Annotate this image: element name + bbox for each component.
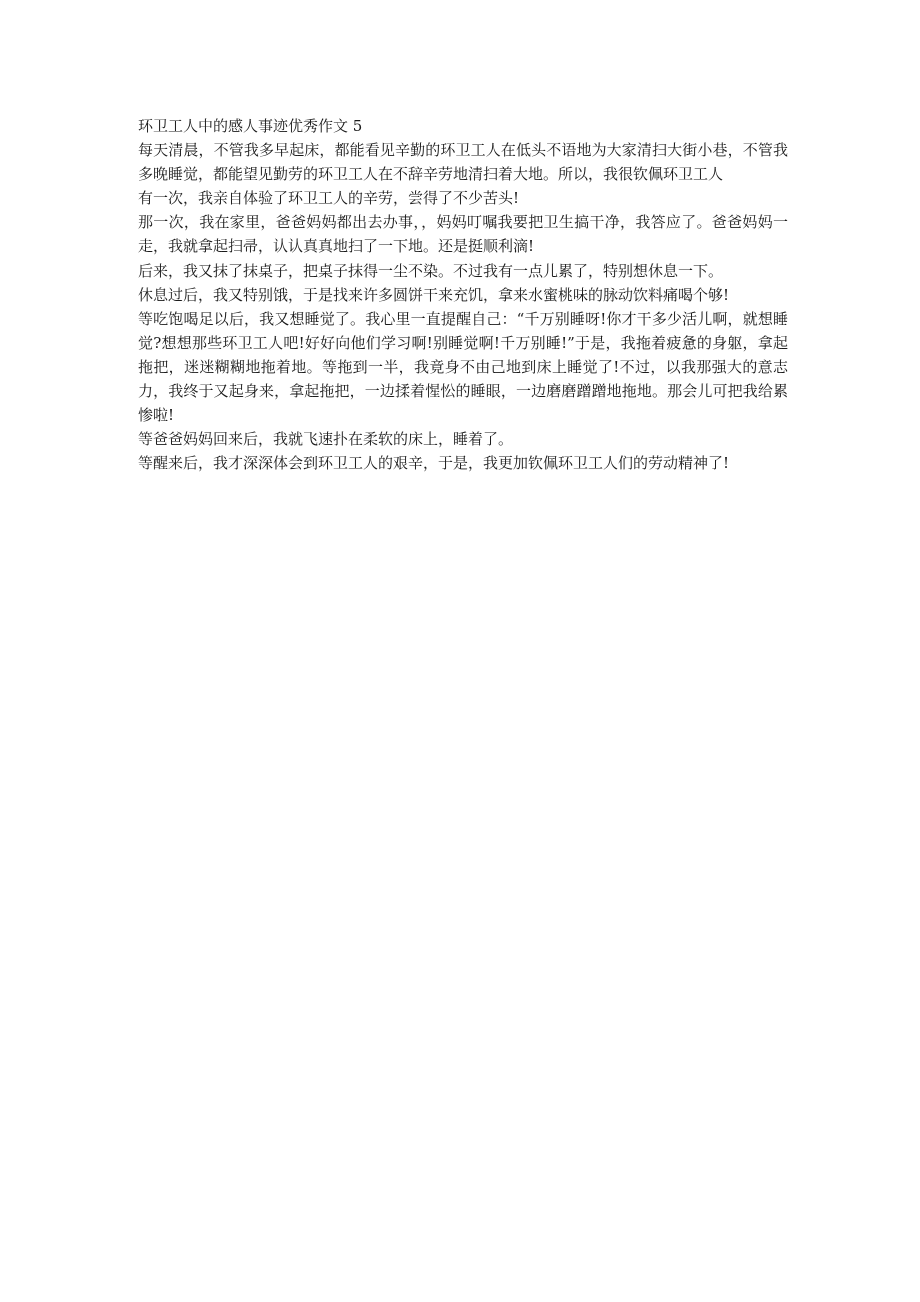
paragraph-7: 等爸爸妈妈回来后，我就飞速扑在柔软的床上，睡着了。 [138, 430, 514, 449]
paragraph-2: 有一次，我亲自体验了环卫工人的辛劳，尝得了不少苦头! [138, 189, 520, 208]
paragraph-5: 休息过后，我又特别饿，于是找来许多圆饼干来充饥，拿来水蜜桃味的脉动饮料痛喝个够! [138, 285, 730, 304]
paragraph-1: 每天清晨，不管我多早起床，都能看见辛勤的环卫工人在低头不语地为大家清扫大街小巷，不管我多晚睡觉，都能望见勤劳的环卫工人在不辞辛劳地清扫着大地。所以，我很钦佩环卫工人 [138, 141, 788, 184]
document-page [138, 114, 788, 475]
document-title: 环卫工人中的感人事迹优秀作文 5 [138, 117, 363, 135]
paragraph-4: 后来，我又抹了抹桌子，把桌子抹得一尘不染。不过我有一点儿累了，特别想休息一下。 [138, 261, 724, 280]
paragraph-3: 那一次，我在家里，爸爸妈妈都出去办事，，妈妈叮嘱我要把卫生搞干净，我答应了。爸爸妈妈一走，我就拿起扫帚，认认真真地扫了一下地。还是挺顺利滴! [138, 213, 788, 256]
paragraph-8: 等醒来后，我才深深体会到环卫工人的艰辛，于是，我更加钦佩环卫工人们的劳动精神了! [138, 454, 730, 473]
paragraph-6: 等吃饱喝足以后，我又想睡觉了。我心里一直提醒自己：“千万别睡呀!你才干多少活儿啊，就想睡觉?想想那些环卫工人吧!好好向他们学习啊!别睡觉啊!千万别睡!”于是，我拖着疲惫的身躯，拿起拖把，迷迷糊糊地拖着地。等拖到一半，我竟身不由己地到床上睡觉了!不过，以我那强大的意志力，我终于又起身来，拿起拖把，一边揉着惺忪的睡眼，一边磨磨蹭蹭地拖地。那会儿可把我给累惨啦! [138, 309, 788, 425]
